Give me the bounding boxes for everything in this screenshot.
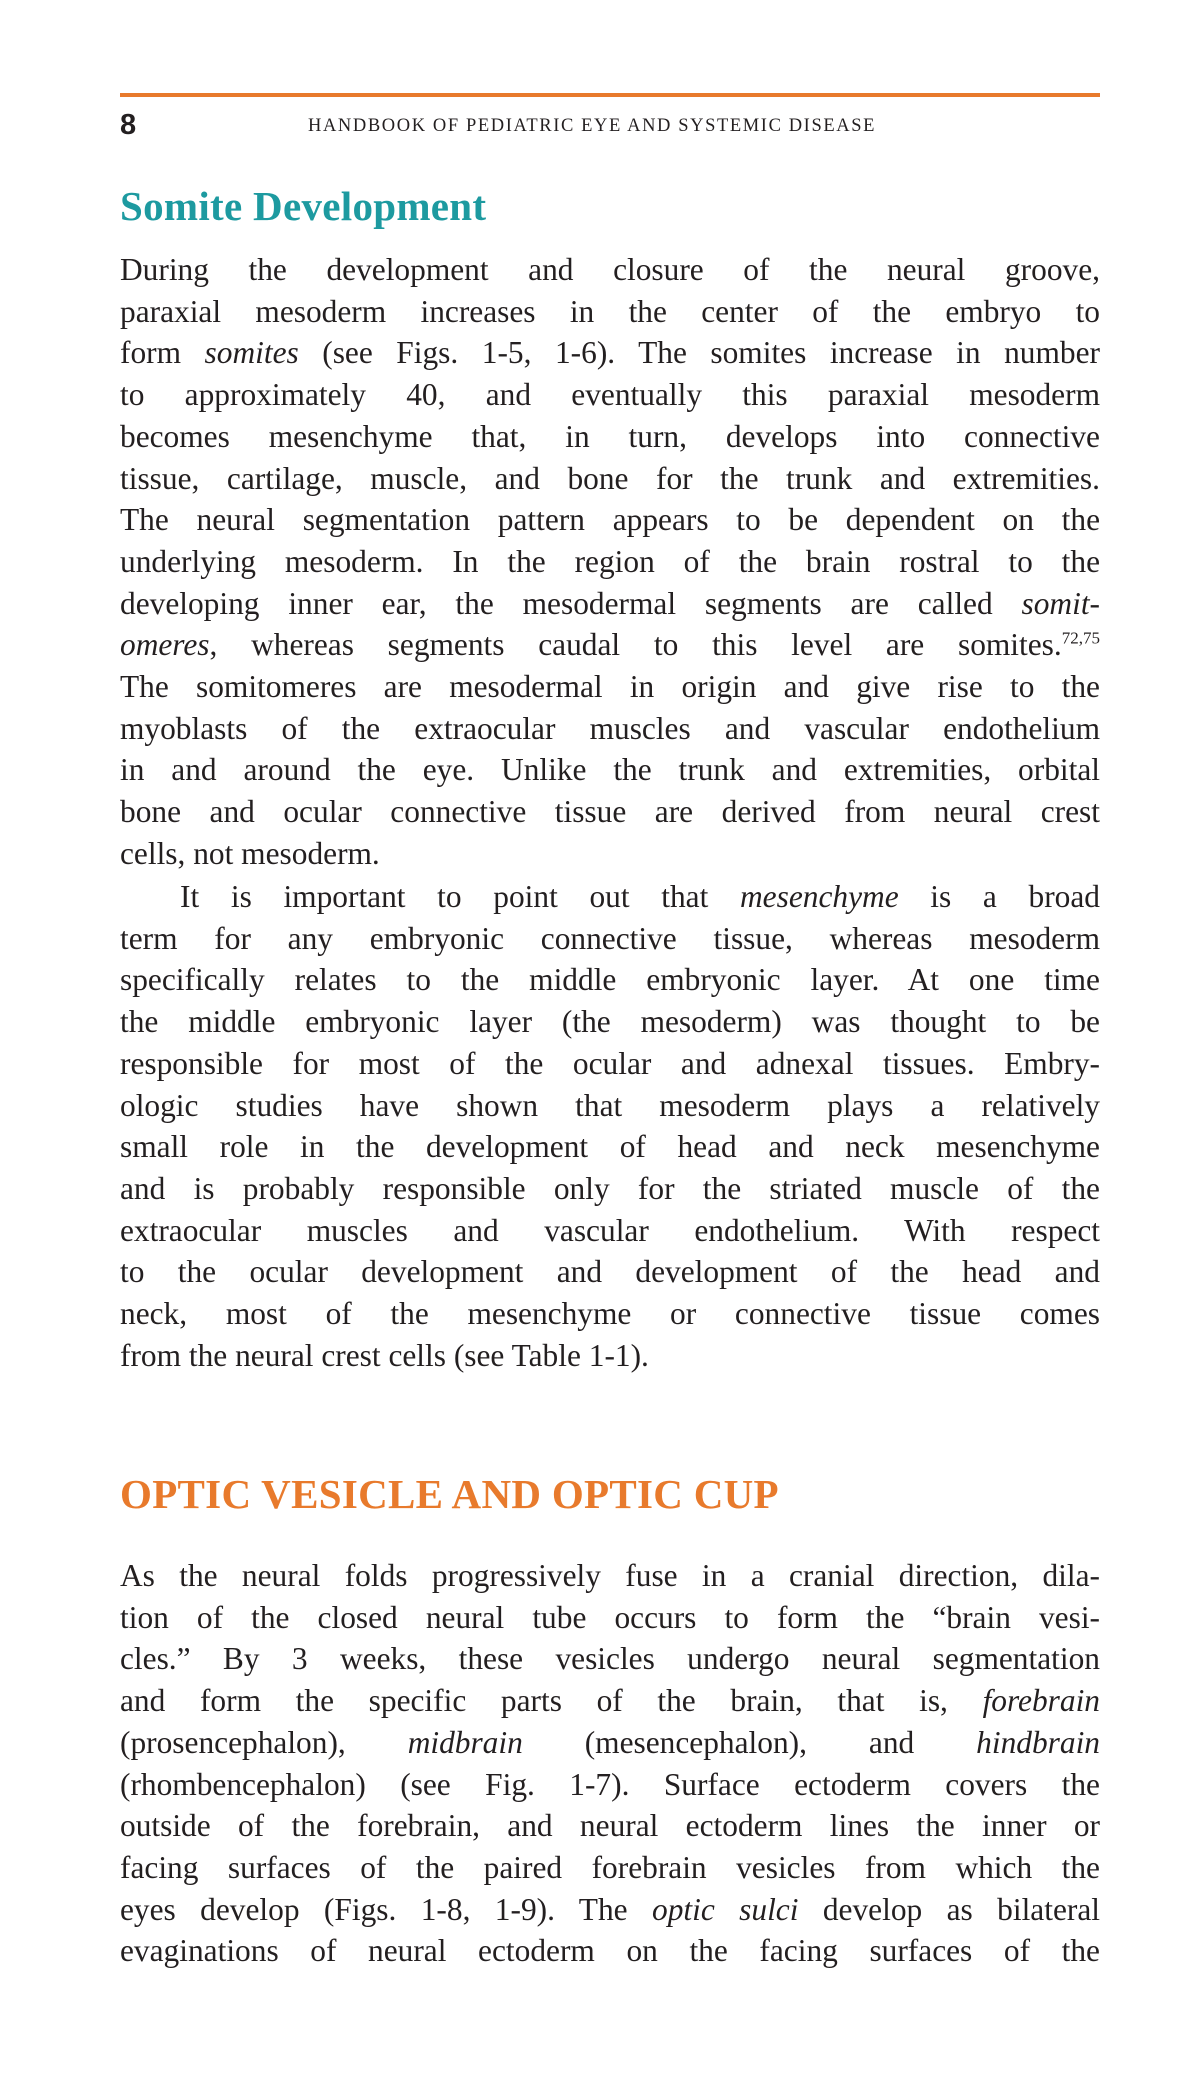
- text-line: The somitomeres are mesodermal in origin and give rise to the: [120, 669, 1100, 705]
- text-line: cells, not mesoderm.: [120, 835, 380, 871]
- text-line: eyes develop (Figs. 1-8, 1-9). The optic sulci develop as bilateral: [120, 1891, 1100, 1927]
- text-line: from the neural crest cells (see Table 1-1).: [120, 1337, 649, 1373]
- text-line: tissue, cartilage, muscle, and bone for the trunk and extremities.: [120, 460, 1100, 496]
- body-paragraph: [120, 1555, 1100, 1972]
- text-line: During the development and closure of the neural groove,: [120, 252, 1100, 287]
- major-heading: OPTIC VESICLE AND OPTIC CUP: [120, 1471, 779, 1517]
- body-paragraph: [120, 249, 1100, 875]
- text-line: form somites (see Figs. 1-5, 1-6). The somites increase in number: [120, 335, 1100, 371]
- running-head: [120, 108, 1100, 142]
- text-line: outside of the forebrain, and neural ectoderm lines the inner or: [120, 1808, 1100, 1844]
- text-line: responsible for most of the ocular and adnexal tissues. Embry-: [120, 1045, 1100, 1081]
- text-line: facing surfaces of the paired forebrain vesicles from which the: [120, 1849, 1100, 1885]
- text-line: neck, most of the mesenchyme or connective tissue comes: [120, 1296, 1100, 1332]
- text-line: evaginations of neural ectoderm on the facing surfaces of the: [120, 1933, 1100, 1969]
- text-line: cles.” By 3 weeks, these vesicles undergo neural segmentation: [120, 1641, 1100, 1677]
- text-line: It is important to point out that mesenchyme is a broad: [180, 879, 1100, 914]
- text-line: The neural segmentation pattern appears to be dependent on the: [120, 502, 1100, 538]
- text-line: the middle embryonic layer (the mesoderm) was thought to be: [120, 1004, 1100, 1040]
- text-line: small role in the development of head and neck mesenchyme: [120, 1129, 1100, 1165]
- body-paragraph: [120, 876, 1100, 1376]
- text-line: ologic studies have shown that mesoderm plays a relatively: [120, 1087, 1100, 1123]
- text-line: becomes mesenchyme that, in turn, develops into connective: [120, 418, 1100, 454]
- header-rule: [120, 93, 1100, 97]
- text-line: omeres, whereas segments caudal to this level are somites.$^{72,75}$: [120, 627, 1100, 663]
- text-line: specifically relates to the middle embryonic layer. At one time: [120, 962, 1100, 998]
- text-line: underlying mesoderm. In the region of the brain rostral to the: [120, 543, 1100, 579]
- text-line: to the ocular development and development of the head and: [120, 1254, 1100, 1290]
- text-line: As the neural folds progressively fuse in a cranial direction, dila-: [120, 1558, 1100, 1593]
- text-line: to approximately 40, and eventually this paraxial mesoderm: [120, 377, 1100, 413]
- text-line: developing inner ear, the mesodermal segments are called somit-: [120, 585, 1100, 621]
- section-heading: Somite Development: [120, 183, 487, 229]
- text-line: (rhombencephalon) (see Fig. 1-7). Surface ectoderm covers the: [120, 1766, 1100, 1802]
- text-line: extraocular muscles and vascular endothelium. With respect: [120, 1212, 1100, 1248]
- text-line: tion of the closed neural tube occurs to form the “brain vesi-: [120, 1599, 1100, 1635]
- book-title: HANDBOOK OF PEDIATRIC EYE AND SYSTEMIC DISEASE: [308, 116, 876, 136]
- text-line: bone and ocular connective tissue are derived from neural crest: [120, 794, 1100, 830]
- text-line: (prosencephalon), midbrain (mesencephalon), and hindbrain: [120, 1724, 1101, 1760]
- text-line: and form the specific parts of the brain, that is, forebrain: [120, 1683, 1100, 1719]
- text-line: and is probably responsible only for the striated muscle of the: [120, 1170, 1100, 1206]
- text-line: paraxial mesoderm increases in the center of the embryo to: [120, 293, 1100, 329]
- page-number: 8: [120, 109, 137, 141]
- text-line: in and around the eye. Unlike the trunk and extremities, orbital: [120, 752, 1100, 788]
- text-line: myoblasts of the extraocular muscles and vascular endothelium: [120, 710, 1100, 746]
- text-line: term for any embryonic connective tissue, whereas mesoderm: [120, 920, 1100, 956]
